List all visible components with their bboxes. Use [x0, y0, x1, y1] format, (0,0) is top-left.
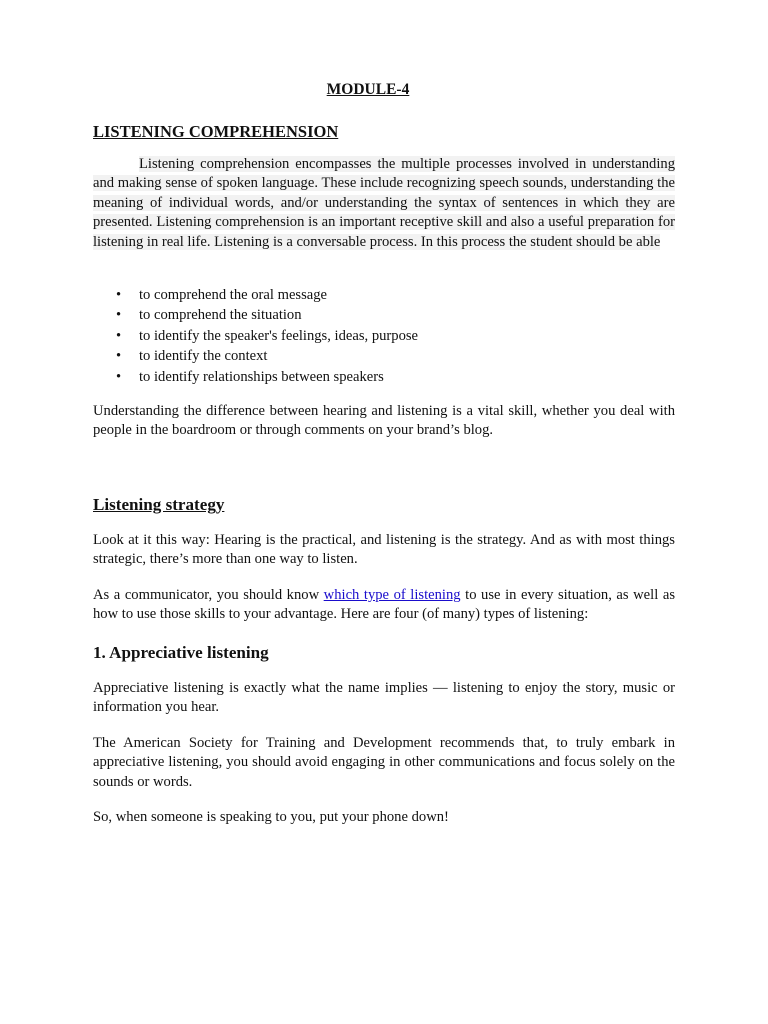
strategy-heading: Listening strategy	[93, 495, 225, 514]
list-item-text: to identify relationships between speakers	[139, 368, 384, 385]
phone-paragraph: So, when someone is speaking to you, put your phone down!	[93, 809, 449, 825]
module-title: MODULE-4	[326, 81, 410, 98]
appreciative-paragraph: Appreciative listening is exactly what the name implies — listening to enjoy the story, music or information you hear.	[93, 680, 675, 716]
hearing-vs-listening-paragraph: Understanding the difference between hearing and listening is a vital skill, whether you deal with people in the boardroom or through comments on your brand’s blog.	[93, 403, 675, 439]
list-item	[93, 305, 418, 325]
bullet-icon: •	[116, 368, 122, 385]
bullet-icon: •	[116, 327, 122, 344]
bullet-icon: •	[116, 287, 122, 303]
communicator-paragraph	[93, 586, 675, 625]
skills-bullet-list	[93, 285, 418, 387]
section-title: LISTENING COMPREHENSION	[93, 122, 339, 141]
list-item	[93, 285, 418, 305]
communicator-text-start: As a communicator, you should know	[93, 587, 324, 603]
intro-paragraph	[93, 155, 675, 252]
list-item-text: to identify the speaker's feelings, ideas, purpose	[139, 327, 419, 344]
bullet-icon: •	[116, 348, 122, 365]
astd-paragraph: The American Society for Training and Development recommends that, to truly embark in appreciative listening, you should avoid engaging in other communications and focus solely on the sounds or words.	[93, 735, 675, 790]
intro-paragraph-text: Listening comprehension encompasses the multiple processes involved in understanding and making sense of spoken language. These include recognizing speech sounds, understanding the meaning of individual words, and/or understanding the syntax of sentences in which they are presented. Listening comprehension is an important receptive skill and also a useful preparation for listening in real life. Listening is a conversable process. In this process the student should be able	[93, 156, 675, 250]
strategy-paragraph: Look at it this way: Hearing is the practical, and listening is the strategy. And as with most things strategic, there’s more than one way to listen.	[93, 532, 675, 568]
list-item	[93, 346, 418, 366]
list-item-text: to identify the context	[139, 348, 268, 365]
listening-types-link[interactable]: which type of listening	[323, 587, 461, 603]
list-item-text: to comprehend the oral message	[139, 287, 328, 303]
list-item	[93, 367, 418, 387]
communicator-text-end: to use in every situation, as well as how to use those skills to your advantage. Here are four (of many) types of listening:	[93, 587, 675, 623]
appreciative-heading: 1. Appreciative listening	[93, 643, 269, 662]
bullet-icon: •	[116, 307, 122, 324]
list-item-text: to comprehend the situation	[139, 307, 302, 324]
list-item	[93, 326, 418, 346]
